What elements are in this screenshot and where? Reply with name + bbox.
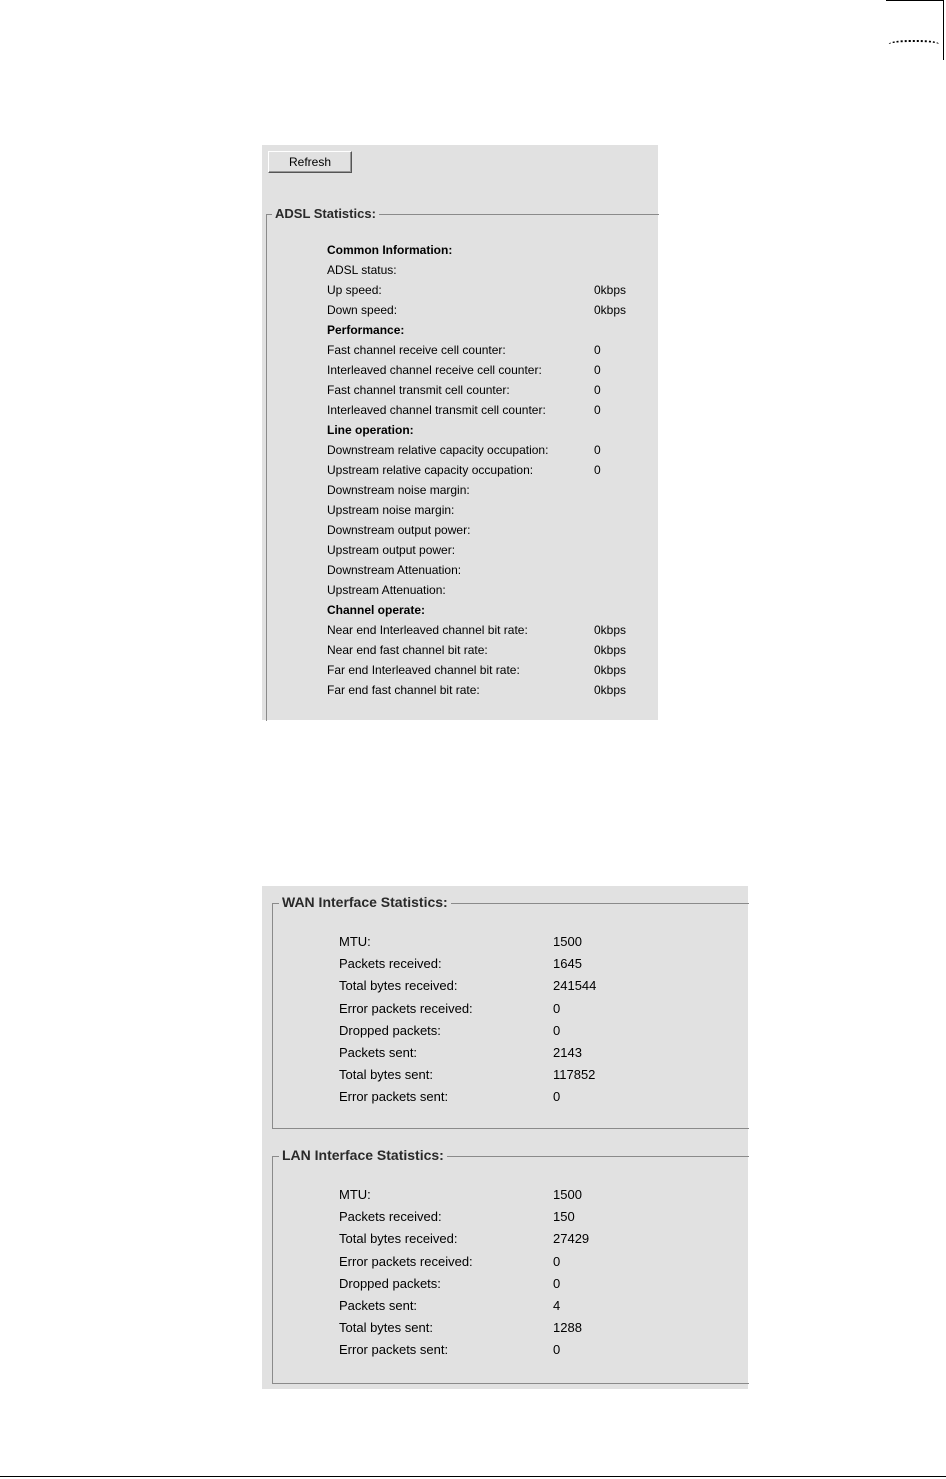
adsl-stat-row-label: Interleaved channel receive cell counter: [327,363,542,377]
wan-stat-row-label: Packets received: [339,956,442,972]
adsl-stat-row-label: Fast channel receive cell counter: [327,343,506,357]
wan-stat-row-value: 2143 [553,1045,582,1060]
page-tab-top-rule [886,0,943,1]
adsl-stat-row-value: 0 [594,383,601,397]
adsl-stat-row-label: ADSL status: [327,263,397,277]
adsl-stat-row-label: Upstream Attenuation: [327,583,446,597]
lan-stat-row-label: Packets received: [339,1209,442,1225]
adsl-stat-row-label: Downstream relative capacity occupation: [327,443,549,457]
adsl-stat-row-label: Performance: [327,323,405,337]
wan-stat-row-value: 0 [553,1022,561,1038]
wan-stat-row-label: Total bytes received: [339,978,458,994]
wan-stat-row-label: Dropped packets: [339,1022,441,1038]
wan-statistics-title: WAN Interface Statistics: [279,894,451,910]
lan-stat-row-value: 150 [553,1209,575,1225]
adsl-stat-row-label: Far end fast channel bit rate: [327,683,480,697]
adsl-stat-row-value: 0kbps [594,683,627,697]
lan-stat-row-value: 0 [553,1342,561,1358]
wan-stat-row-label: Error packets received: [339,1000,473,1016]
adsl-stat-row-value: 0kbps [594,643,627,657]
wan-statistics-group [272,894,749,1129]
adsl-stat-row-label: Downstream output power: [327,523,471,537]
adsl-stat-row-label: Upstream output power: [327,543,456,557]
adsl-stat-row-value: 0 [594,363,601,377]
lan-stat-row-value: 0 [553,1275,561,1291]
lan-statistics-title: LAN Interface Statistics: [279,1147,447,1163]
adsl-stat-row-label: Common Information: [327,243,453,257]
wan-stat-row-value: 1645 [553,956,582,972]
adsl-statistics-panel [262,145,658,720]
refresh-button[interactable]: Refresh [268,151,352,173]
wan-stat-row-value: 0 [553,1000,561,1016]
lan-stat-row-label: Dropped packets: [339,1275,441,1291]
lan-stat-row-value: 1500 [553,1187,582,1202]
lan-stat-row-label: Error packets received: [339,1253,473,1269]
page-tab-dotted-curve [888,40,940,52]
lan-stat-row-label: MTU: [339,1187,371,1202]
lan-stat-row-value: 1288 [553,1320,582,1336]
lan-stat-row-label: Packets sent: [339,1298,418,1313]
adsl-stat-row-label: Up speed: [327,283,382,297]
wan-stat-row-value: 241544 [553,978,597,994]
wan-stat-row-label: Total bytes sent: [339,1067,433,1083]
adsl-stat-row-value: 0 [594,343,601,357]
wan-stat-row-value: 117852 [553,1067,596,1083]
wan-stat-row-label: Error packets sent: [339,1089,449,1105]
lan-statistics-group [272,1147,749,1384]
page-corner-tab [886,0,944,60]
lan-stat-row-value: 4 [553,1298,561,1313]
adsl-stat-row-label: Near end Interleaved channel bit rate: [327,623,528,637]
adsl-stat-row-label: Channel operate: [327,603,426,617]
adsl-stat-row-label: Down speed: [327,303,398,317]
adsl-stat-row-value: 0kbps [594,283,627,297]
lan-stat-row-label: Total bytes sent: [339,1320,433,1336]
wan-stat-row-value: 1500 [553,934,582,949]
adsl-stat-row-value: 0 [594,403,601,417]
interface-statistics-panel [262,886,748,1389]
adsl-stat-row-value: 0kbps [594,663,627,677]
adsl-stat-row-label: Fast channel transmit cell counter: [327,383,510,397]
page-bottom-rule [0,1476,946,1477]
adsl-stat-row-label: Upstream noise margin: [327,503,455,517]
wan-stat-row-label: Packets sent: [339,1045,418,1060]
adsl-stat-row-value: 0kbps [594,623,627,637]
wan-stat-row-value: 0 [553,1089,561,1105]
adsl-stat-row-label: Upstream relative capacity occupation: [327,463,534,477]
adsl-stat-row-value: 0 [594,463,601,477]
lan-stat-row-label: Total bytes received: [339,1231,458,1247]
adsl-stat-row-label: Far end Interleaved channel bit rate: [327,663,520,677]
adsl-stat-row-label: Downstream Attenuation: [327,563,462,577]
lan-stat-row-value: 27429 [553,1231,590,1247]
adsl-statistics-group [266,206,659,721]
wan-stat-row-label: MTU: [339,934,371,949]
adsl-stat-row-label: Line operation: [327,423,414,437]
adsl-stat-row-value: 0 [594,443,601,457]
adsl-stat-row-label: Interleaved channel transmit cell counter: [327,403,546,417]
lan-stat-row-label: Error packets sent: [339,1342,449,1358]
adsl-stat-row-label: Near end fast channel bit rate: [327,643,488,657]
lan-stat-row-value: 0 [553,1253,561,1269]
adsl-stat-row-label: Downstream noise margin: [327,483,470,497]
adsl-stat-row-value: 0kbps [594,303,627,317]
adsl-statistics-title: ADSL Statistics: [272,206,379,221]
